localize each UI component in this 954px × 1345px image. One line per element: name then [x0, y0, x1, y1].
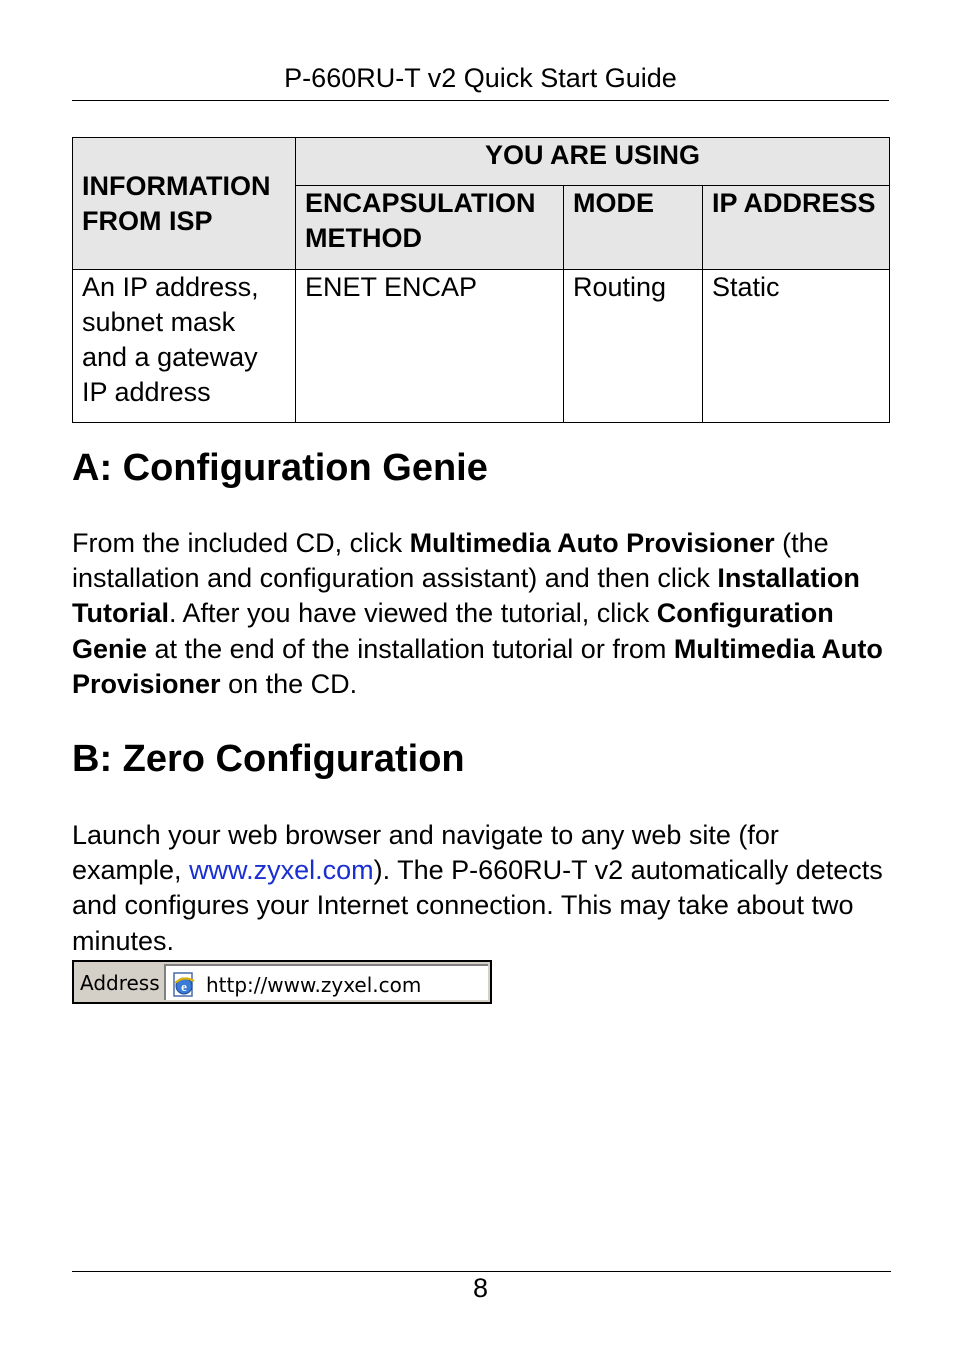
- section-b-paragraph: [72, 818, 892, 959]
- cell-encapsulation: ENET ENCAP: [296, 270, 564, 423]
- address-input[interactable]: [164, 964, 488, 1000]
- cell-info: An IP address, subnet mask and a gateway IP address: [73, 270, 296, 423]
- header-rule: [72, 100, 889, 101]
- header-encapsulation-method: ENCAPSULATION METHOD: [296, 186, 564, 270]
- cell-mode: Routing: [564, 270, 703, 423]
- text-span: Launch your web browser and navigate to any web site (for example,: [72, 820, 779, 886]
- address-label: Address: [80, 971, 160, 995]
- text-span: (the installation and configuration assistant) and then click: [72, 528, 829, 594]
- isp-info-table: [72, 137, 890, 423]
- section-b-heading: B: Zero Configuration: [72, 738, 465, 780]
- section-a-paragraph: [72, 526, 892, 702]
- zyxel-link[interactable]: www.zyxel.com: [189, 855, 374, 886]
- header-info-from-isp: INFORMATION FROM ISP: [73, 138, 296, 270]
- bold-span: Configuration Genie: [72, 598, 834, 664]
- text-span: at the end of the installation tutorial or from: [147, 633, 674, 664]
- address-url: http://www.zyxel.com: [206, 973, 422, 997]
- ie-page-icon: [170, 971, 198, 999]
- text-span: . After you have viewed the tutorial, click: [169, 598, 657, 629]
- text-span: From the included CD, click: [72, 528, 410, 558]
- text-span: ). The P-660RU-T v2 automatically detects and configures your Internet connection. This may take about two minutes.: [72, 855, 883, 956]
- table-row: [73, 270, 890, 423]
- bold-span: Multimedia Auto Provisioner: [409, 528, 775, 558]
- text-span: on the CD.: [220, 668, 358, 699]
- browser-address-bar: [72, 960, 492, 1004]
- page-number: 8: [472, 1273, 489, 1303]
- section-a-heading: A: Configuration Genie: [72, 447, 488, 489]
- header-mode: MODE: [564, 186, 703, 270]
- bold-span: Installation Tutorial: [72, 563, 860, 629]
- cell-ip-address: Static: [703, 270, 890, 423]
- svg-text:e: e: [181, 979, 187, 994]
- header-ip-address: IP ADDRESS: [703, 186, 890, 270]
- page-header: P-660RU-T v2 Quick Start Guide: [284, 63, 677, 93]
- table-header-row: [73, 138, 890, 186]
- header-you-are-using: YOU ARE USING: [296, 138, 890, 186]
- bold-span: Multimedia Auto Provisioner: [72, 633, 883, 699]
